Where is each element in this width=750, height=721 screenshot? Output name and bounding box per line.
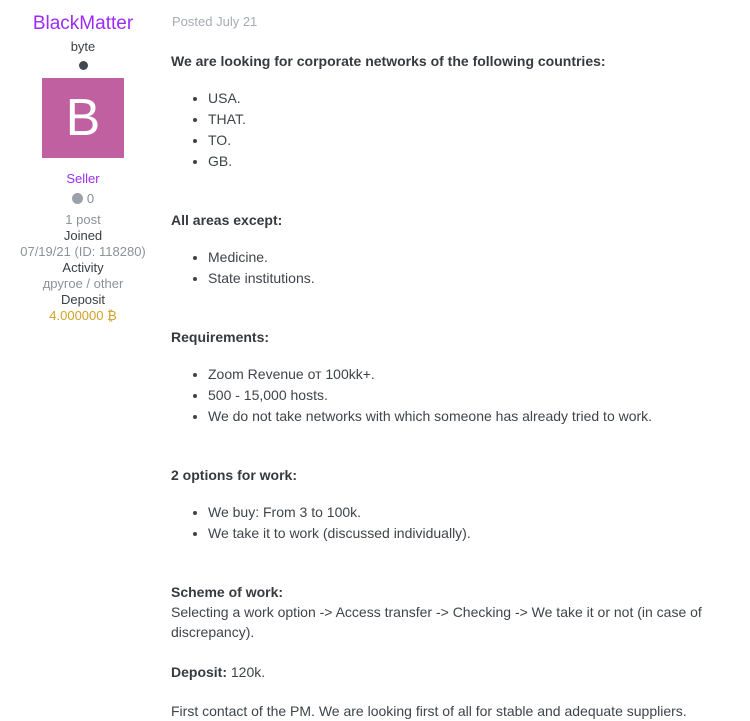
list-item: • TO. [208, 130, 738, 150]
post-content [166, 0, 750, 721]
deposit-value: 4.000000 ₿ [49, 308, 117, 323]
reputation-dot-icon [72, 193, 83, 204]
list-item: • USA. [208, 88, 738, 108]
list-item: • THAT. [208, 109, 738, 129]
reputation-count: 0 [86, 191, 95, 206]
post-count: 1 post [65, 212, 101, 227]
exceptions-list [171, 247, 738, 288]
deposit-line-value: 120k. [227, 664, 266, 680]
section-heading-exceptions: All areas except: [171, 212, 283, 228]
activity-value: другое / other [42, 276, 124, 291]
list-item: • Zoom Revenue от 100kk+. [208, 364, 738, 384]
section-heading-requirements: Requirements: [171, 329, 270, 345]
section-heading-countries: We are looking for corporate networks of the following countries: [171, 53, 606, 69]
activity-label: Activity [62, 260, 104, 275]
list-item: • 500 - 15,000 hosts. [208, 385, 738, 405]
list-item: • GB. [208, 151, 738, 171]
options-list [171, 502, 738, 543]
deposit-line [171, 662, 738, 682]
list-item: • Medicine. [208, 247, 738, 267]
author-username[interactable]: BlackMatter [32, 13, 134, 34]
scheme-text: Selecting a work option -> Access transfer -> Checking -> We take it or not (in case of discrepancy). [171, 604, 702, 640]
author-role-badge: Seller [66, 171, 100, 186]
section-heading-options: 2 options for work: [171, 467, 297, 483]
section-heading-scheme: Scheme of work: [171, 584, 284, 600]
avatar[interactable]: B [42, 78, 124, 158]
deposit-line-label: Deposit: [171, 664, 227, 680]
list-item: • We do not take networks with which someone has already tried to work. [208, 406, 738, 426]
list-item: • We buy: From 3 to 100k. [208, 502, 738, 522]
author-meta [0, 212, 166, 324]
posted-date: Posted July 21 [172, 14, 258, 29]
footer-text: First contact of the PM. We are looking first of all for stable and adequate suppliers. [171, 703, 687, 719]
list-item: • We take it to work (discussed individually). [208, 523, 738, 543]
author-panel [0, 0, 166, 721]
joined-label: Joined [63, 228, 103, 243]
reputation [0, 192, 166, 206]
list-item: • State institutions. [208, 268, 738, 288]
joined-value: 07/19/21 (ID: 118280) [20, 244, 146, 259]
countries-list [171, 88, 738, 171]
requirements-list [171, 364, 738, 426]
deposit-label: Deposit [60, 292, 106, 307]
rank-dot-icon [79, 61, 88, 70]
author-group: byte [70, 39, 96, 54]
